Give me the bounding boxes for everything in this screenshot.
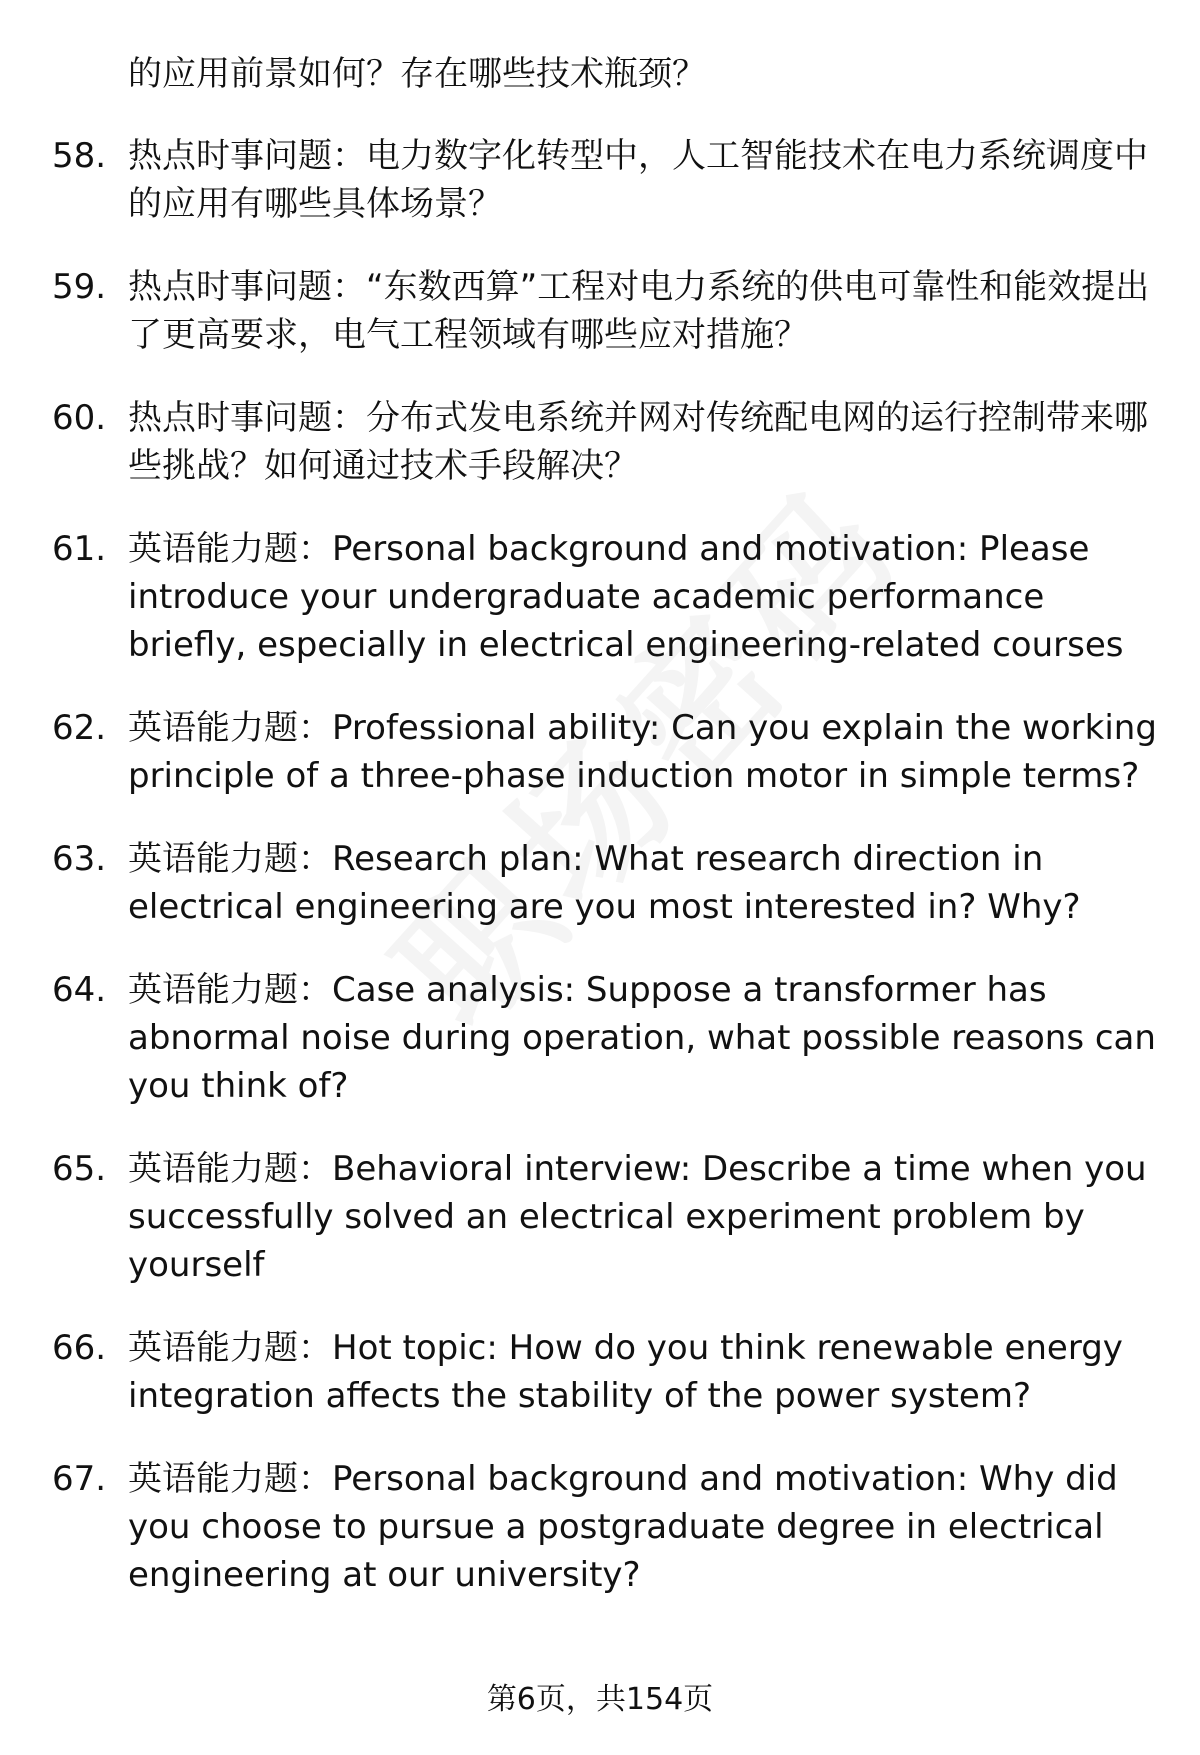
item-number: 66. [52,1328,107,1368]
list-item [0,132,1200,228]
page-number-footer: 第6页，共154页 [486,1682,714,1717]
item-text: 英语能力题：Case analysis: Suppose a transformer has abnormal noise during operation, what possible reasons can you think of? [128,970,1156,1106]
item-number: 60. [52,398,107,438]
question-list [0,132,1200,1599]
item-text: 英语能力题：Hot topic: How do you think renewable energy integration affects the stability of the power system? [128,1328,1123,1416]
list-item [0,394,1200,490]
item-text: 热点时事问题：电力数字化转型中，人工智能技术在电力系统调度中的应用有哪些具体场景？ [128,136,1148,224]
list-item [0,835,1200,931]
item-text: 英语能力题：Behavioral interview: Describe a time when you successfully solved an electrical experiment problem by yourself [128,1149,1147,1285]
item-number: 65. [52,1149,107,1189]
item-number: 59. [52,267,107,307]
item-text: 英语能力题：Personal background and motivation: Why did you choose to pursue a postgraduate degree in electrical engineering at our university? [128,1459,1118,1595]
item-number: 62. [52,708,107,748]
list-item [0,1455,1200,1599]
list-item [0,1324,1200,1420]
item-number: 63. [52,839,107,879]
content-area [0,50,1200,1634]
item-text: 热点时事问题：分布式发电系统并网对传统配电网的运行控制带来哪些挑战？如何通过技术手段解决？ [128,398,1148,486]
item-text: 英语能力题：Personal background and motivation: Please introduce your undergraduate academic performance briefly, especially in electrical engineering-related courses [128,529,1124,665]
item-text: 英语能力题：Research plan: What research direction in electrical engineering are you most interested in? Why? [128,839,1081,927]
list-item [0,1145,1200,1289]
item-number: 64. [52,970,107,1010]
item-number: 61. [52,529,107,569]
item-number: 58. [52,136,107,176]
list-item [0,525,1200,669]
item-number: 67. [52,1459,107,1499]
item-text: 英语能力题：Professional ability: Can you explain the working principle of a three-phase induction motor in simple terms? [128,708,1157,796]
continued-text: 的应用前景如何？存在哪些技术瓶颈？ [128,54,706,94]
list-item [0,263,1200,359]
list-item [0,704,1200,800]
list-item [0,966,1200,1110]
item-text: 热点时事问题：“东数西算”工程对电力系统的供电可靠性和能效提出了更高要求，电气工程领域有哪些应对措施？ [128,267,1150,355]
